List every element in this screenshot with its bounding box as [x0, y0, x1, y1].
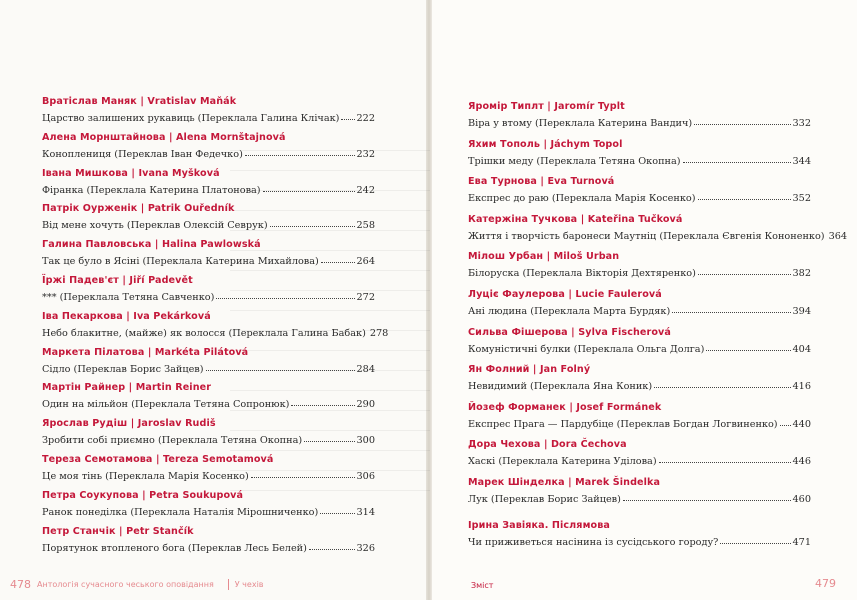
entry-title: Життя і творчість баронеси Маутніц (Переклала Євгенія Кононенко): [468, 230, 825, 242]
entry-page-number: 278: [369, 327, 389, 339]
toc-entry[interactable]: [468, 439, 811, 477]
entry-line: [468, 230, 848, 243]
entry-line: [42, 327, 389, 340]
entry-title: Комуністичні булки (Переклала Ольга Долга): [468, 343, 705, 355]
entry-line: [42, 184, 375, 197]
entry-author: Івана Мишкова | Ivana Myšková: [42, 167, 220, 179]
entry-author: Ян Фолний | Jan Folný: [468, 364, 591, 376]
entry-author: Іва Пекаркова | Iva Pekárková: [42, 310, 211, 322]
entry-page-number: 242: [356, 184, 375, 196]
entry-title: Це моя тінь (Переклала Марія Косенко): [42, 470, 249, 482]
toc-entry[interactable]: [42, 96, 375, 132]
entry-title: Експрес Прага — Пардубіце (Переклав Богдан Логвиненко): [468, 418, 778, 430]
dot-leader: [694, 116, 790, 125]
entry-title: Хаскі (Переклала Катерина Уділова): [468, 456, 657, 468]
entry-author: Ева Турнова | Eva Turnová: [468, 176, 615, 188]
toc-entry[interactable]: [468, 364, 811, 402]
entry-page-number: 446: [792, 456, 811, 468]
entry-page-number: 332: [792, 118, 811, 129]
entry-line: [42, 398, 375, 411]
entry-author: Яхим Тополь | Jáchym Topol: [468, 138, 623, 150]
entry-author: Марек Шінделка | Marek Šindelka: [468, 476, 661, 488]
entry-line: [468, 380, 811, 393]
entry-title: Фіранка (Переклала Катерина Платонова): [42, 184, 261, 196]
entry-title: Ранок понеділка (Переклала Наталія Мірошниченко): [42, 506, 319, 518]
book-spine: [426, 0, 432, 600]
dot-leader: [263, 183, 355, 192]
entry-title: Один на мільйон (Переклала Тетяна Сопронюк): [42, 399, 290, 411]
entry-page-number: 314: [356, 506, 375, 518]
left-footer: [10, 578, 264, 591]
entry-line: [468, 493, 811, 506]
entry-line: [468, 155, 811, 168]
dot-leader: [320, 505, 354, 514]
toc-entry[interactable]: [42, 382, 375, 418]
entry-page-number: 344: [792, 155, 811, 167]
toc-entry[interactable]: [468, 213, 848, 252]
entry-title: Від мене хочуть (Переклав Олексій Севрук): [42, 220, 268, 232]
entry-page-number: 290: [356, 399, 375, 411]
entry-page-number: 300: [356, 435, 375, 447]
entry-author: Їржі Падев'єт | Jiří Padevět: [42, 274, 193, 286]
entry-page-number: 352: [792, 193, 811, 205]
toc-entry[interactable]: [42, 454, 375, 490]
entry-page-number: 440: [792, 418, 811, 430]
entry-line: [468, 455, 811, 468]
toc-entry[interactable]: [468, 327, 811, 365]
entry-line: [42, 434, 375, 447]
entry-line: [42, 219, 375, 232]
entry-page-number: 264: [356, 256, 375, 268]
dot-leader: [654, 379, 790, 388]
entry-page-number: 416: [792, 381, 811, 393]
dot-leader: [291, 397, 354, 406]
entry-title: Невидимий (Переклала Яна Коник): [468, 381, 653, 393]
toc-entry[interactable]: [42, 168, 375, 204]
toc-entry[interactable]: [468, 289, 811, 327]
entry-line: [42, 255, 375, 268]
entry-line: [468, 192, 811, 205]
entry-page-number: 284: [356, 363, 375, 375]
toc-entry[interactable]: [468, 477, 811, 515]
entry-page-number: 460: [792, 493, 811, 505]
entry-author: Патрік Оурженік | Patrik Ouředník: [42, 203, 235, 215]
toc-entry[interactable]: [42, 526, 375, 562]
dot-leader: [206, 362, 355, 371]
entry-line: [42, 470, 375, 483]
entry-title: Білоруска (Переклала Вікторія Дехтяренко): [468, 268, 696, 280]
dot-leader: [309, 541, 355, 550]
toc-entry[interactable]: [42, 275, 375, 311]
left-page-number: 478: [10, 578, 31, 591]
entry-author: Сильва Фішерова | Sylva Fischerová: [468, 326, 671, 338]
entry-line: [42, 148, 375, 161]
entry-page-number: 382: [792, 268, 811, 280]
toc-entry[interactable]: [42, 347, 375, 383]
toc-entry[interactable]: [468, 139, 811, 177]
section-name: У чехів: [234, 580, 264, 589]
entry-page-number: 326: [356, 542, 375, 554]
entry-author: Мілош Урбан | Miloš Urban: [468, 251, 620, 263]
entry-line: [42, 363, 375, 376]
entry-title: Сідло (Переклав Борис Зайцев): [42, 363, 204, 375]
entry-title: Трішки меду (Переклала Тетяна Окопна): [468, 155, 681, 167]
toc-right-column: [468, 101, 848, 515]
entry-page-number: 404: [792, 343, 811, 355]
entry-author: Катержіна Тучкова | Kateřina Tučková: [468, 213, 683, 225]
dot-leader: [304, 433, 354, 442]
entry-title: Коноплениця (Переклав Іван Федечко): [42, 148, 243, 160]
entry-line: [468, 305, 811, 318]
entry-page-number: 364: [828, 230, 848, 242]
right-page-number: 479: [815, 577, 836, 590]
entry-line: [468, 267, 811, 280]
entry-title: Ані людина (Переклала Марта Бурдяк): [468, 305, 671, 317]
dot-leader: [321, 254, 355, 263]
toc-entry[interactable]: [42, 239, 375, 275]
afterword-page-number: 471: [792, 537, 811, 548]
entry-author: Тереза Семотамова | Tereza Semotamová: [42, 453, 274, 465]
entry-title: Так це було в Ясіні (Переклала Катерина Михайлова): [42, 256, 319, 268]
afterword-author: Ірина Завіяка. Післямова: [468, 520, 610, 531]
entry-author: Яромір Типлт | Jaromír Typlt: [468, 101, 625, 112]
entry-page-number: 306: [356, 470, 375, 482]
dot-leader: [780, 417, 791, 426]
toc-entry[interactable]: [42, 132, 375, 168]
entry-author: Йозеф Форманек | Josef Formánek: [468, 401, 662, 413]
entry-title: Лук (Переклав Борис Зайцев): [468, 493, 621, 505]
toc-afterword-entry[interactable]: [468, 520, 811, 549]
toc-entry[interactable]: [468, 402, 811, 440]
entry-title: Царство залишених рукавиць (Переклала Галина Клічак): [42, 113, 340, 124]
entry-author: Луціє Фаулерова | Lucie Faulerová: [468, 288, 662, 300]
entry-author: Алена Морнштайнова | Alena Mornštajnová: [42, 131, 286, 143]
dot-leader: [251, 469, 355, 478]
dot-leader: [720, 535, 790, 544]
contents-label: Зміст: [471, 581, 494, 590]
dot-leader: [245, 147, 355, 156]
entry-author: Дора Чехова | Dora Čechova: [468, 439, 627, 451]
entry-line: [42, 542, 375, 555]
book-title: Антологія сучасного чеського оповідання: [37, 580, 214, 589]
entry-title: Зробити собі приємно (Переклала Тетяна Окопна): [42, 435, 303, 447]
entry-line: [42, 291, 375, 304]
entry-page-number: 222: [356, 113, 375, 124]
dot-leader: [216, 290, 354, 299]
entry-author: Ярослав Рудіш | Jaroslav Rudiš: [42, 418, 216, 430]
toc-entry[interactable]: [468, 101, 811, 139]
entry-page-number: 272: [356, 291, 375, 303]
entry-author: Петра Соукупова | Petra Soukupová: [42, 489, 244, 501]
dot-leader: [683, 154, 791, 163]
dot-leader: [698, 266, 791, 275]
entry-line: [468, 117, 811, 130]
dot-leader: [341, 111, 354, 120]
toc-left-column: [42, 96, 389, 561]
dot-leader: [623, 492, 791, 501]
entry-title: Експрес до раю (Переклала Марія Косенко): [468, 193, 696, 205]
entry-author: Маркета Пілатова | Markéta Pilátová: [42, 346, 249, 358]
entry-title: *** (Переклала Тетяна Савченко): [42, 291, 215, 303]
entry-author: Мартін Райнер | Martin Reiner: [42, 382, 212, 394]
entry-line: [468, 343, 811, 356]
entry-page-number: 394: [792, 305, 811, 317]
entry-line: [468, 418, 811, 431]
toc-entry[interactable]: [468, 176, 811, 214]
toc-entry[interactable]: [42, 418, 375, 454]
afterword-title: Чи приживеться насінина із сусідського городу?: [468, 537, 719, 548]
entry-page-number: 232: [356, 148, 375, 160]
dot-leader: [698, 191, 791, 200]
entry-author: Галина Павловська | Halina Pawlowská: [42, 239, 261, 251]
dot-leader: [270, 218, 355, 227]
toc-entry[interactable]: [42, 490, 375, 526]
dot-leader: [659, 454, 791, 463]
dot-leader: [672, 304, 790, 313]
entry-title: Небо блакитне, (майже) як волосся (Переклала Галина Бабак): [42, 327, 366, 339]
entry-line: [42, 506, 375, 519]
entry-page-number: 258: [356, 220, 375, 232]
footer-divider: [228, 579, 229, 590]
entry-author: Вратіслав Маняк | Vratislav Maňák: [42, 96, 237, 107]
toc-entry[interactable]: [42, 203, 375, 239]
toc-entry[interactable]: [468, 251, 811, 289]
dot-leader: [706, 342, 790, 351]
entry-author: Петр Станчік | Petr Stančík: [42, 525, 194, 537]
afterword-line: [468, 536, 811, 549]
entry-title: Віра у втому (Переклала Катерина Вандич): [468, 118, 693, 129]
toc-entry[interactable]: [42, 310, 389, 347]
entry-title: Порятунок втопленого бога (Переклав Лесь Белей): [42, 542, 307, 554]
entry-line: [42, 112, 375, 125]
